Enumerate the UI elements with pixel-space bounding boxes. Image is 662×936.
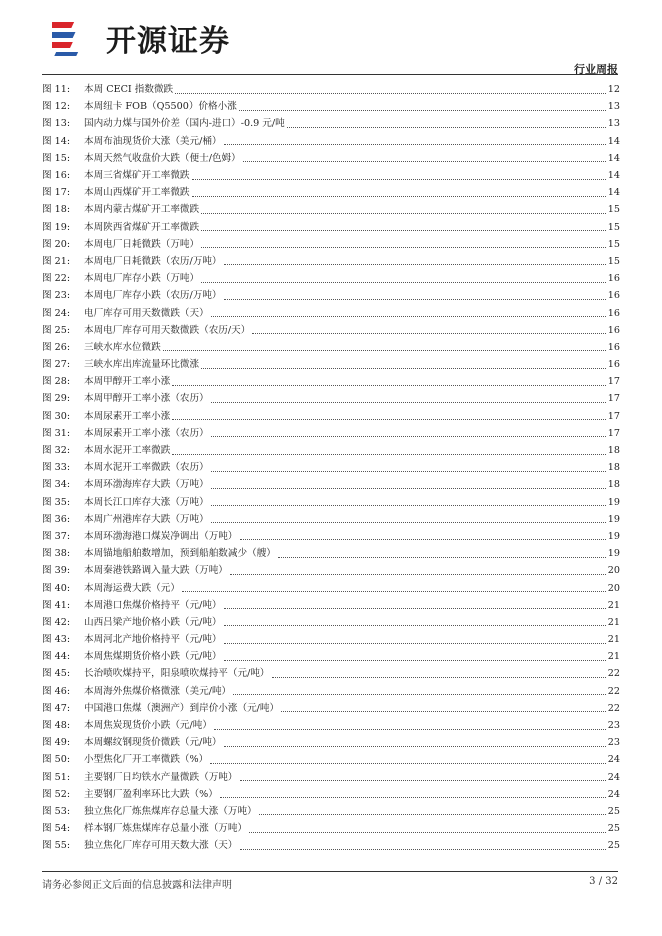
toc-figure-number: 图 25:	[42, 324, 71, 336]
toc-figure-title: 本周纽卡 FOB（Q5500）价格小涨	[84, 101, 237, 113]
toc-figure-title: 小型焦化厂开工率微跌（%）	[84, 754, 209, 766]
toc-entry[interactable]	[42, 356, 620, 373]
toc-page-number: 15	[607, 255, 620, 267]
toc-page-number: 22	[607, 685, 620, 697]
toc-entry[interactable]	[42, 717, 620, 734]
toc-figure-number: 图 21:	[42, 255, 71, 267]
toc-leader-dots	[172, 418, 605, 420]
toc-leader-dots	[224, 745, 606, 747]
toc-leader-dots	[224, 624, 606, 626]
toc-leader-dots	[172, 453, 605, 455]
toc-figure-number: 图 30:	[42, 410, 71, 422]
toc-figure-number: 图 46:	[42, 685, 71, 697]
toc-figure-number: 图 40:	[42, 582, 71, 594]
toc-leader-dots	[224, 659, 606, 661]
toc-page-number: 16	[607, 341, 620, 353]
toc-page-number: 19	[607, 530, 620, 542]
toc-figure-title: 独立焦化厂库存可用天数大涨（天）	[84, 840, 238, 852]
toc-entry[interactable]	[42, 408, 620, 425]
toc-page-number: 17	[607, 410, 620, 422]
toc-entry[interactable]	[42, 201, 620, 218]
toc-figure-title: 本周秦港铁路调入量大跌（万吨）	[84, 565, 228, 577]
toc-leader-dots	[214, 728, 606, 730]
toc-figure-number: 图 32:	[42, 445, 71, 457]
toc-page-number: 18	[607, 462, 620, 474]
toc-leader-dots	[211, 315, 606, 317]
toc-page-number: 14	[607, 152, 620, 164]
toc-entry[interactable]	[42, 579, 620, 596]
toc-page-number: 14	[607, 135, 620, 147]
toc-figure-number: 图 33:	[42, 462, 71, 474]
toc-figure-number: 图 31:	[42, 427, 71, 439]
toc-entry[interactable]	[42, 786, 620, 803]
toc-leader-dots	[192, 195, 606, 197]
toc-page-number: 14	[607, 187, 620, 199]
toc-entry[interactable]	[42, 528, 620, 545]
toc-entry[interactable]	[42, 769, 620, 786]
toc-figure-title: 本周电厂库存小跌（万吨）	[84, 273, 200, 285]
toc-leader-dots	[175, 92, 606, 94]
toc-page-number: 21	[607, 651, 620, 663]
toc-page-number: 16	[607, 359, 620, 371]
toc-leader-dots	[192, 178, 606, 180]
toc-figure-number: 图 43:	[42, 634, 71, 646]
toc-leader-dots	[278, 556, 606, 558]
toc-entry[interactable]	[42, 648, 620, 665]
toc-page-number: 12	[607, 84, 620, 96]
toc-page-number: 17	[607, 393, 620, 405]
toc-figure-title: 本周锚地船舶数增加，预到船舶数减少（艘）	[84, 548, 276, 560]
toc-page-number: 16	[607, 273, 620, 285]
toc-entry[interactable]	[42, 115, 620, 132]
toc-figure-number: 图 27:	[42, 359, 71, 371]
logo-mark-icon	[52, 18, 96, 58]
company-logo	[52, 18, 230, 58]
toc-page-number: 15	[607, 238, 620, 250]
report-type-label: 行业周报	[574, 63, 618, 76]
toc-entry[interactable]	[42, 803, 620, 820]
toc-leader-dots	[201, 246, 606, 248]
toc-figure-number: 图 41:	[42, 599, 71, 611]
toc-figure-title: 本周环渤海港口煤炭净调出（万吨）	[84, 530, 238, 542]
toc-page-number: 25	[607, 805, 620, 817]
toc-page-number: 18	[607, 479, 620, 491]
toc-entry[interactable]	[42, 562, 620, 579]
toc-leader-dots	[230, 573, 606, 575]
toc-figure-title: 本周电厂日耗微跌（农历/万吨）	[84, 255, 222, 267]
toc-figure-number: 图 45:	[42, 668, 71, 680]
toc-page-number: 16	[607, 290, 620, 302]
toc-leader-dots	[224, 263, 606, 265]
toc-figure-number: 图 42:	[42, 616, 71, 628]
toc-page-number: 16	[607, 324, 620, 336]
toc-figure-title: 本周三省煤矿开工率微跌	[84, 170, 190, 182]
toc-figure-title: 本周陕西省煤矿开工率微跌	[84, 221, 200, 233]
toc-figure-title: 电厂库存可用天数微跌（天）	[84, 307, 209, 319]
toc-figure-number: 图 38:	[42, 548, 71, 560]
toc-figure-title: 主要钢厂盈利率环比大跌（%）	[84, 788, 218, 800]
toc-page-number: 17	[607, 376, 620, 388]
toc-page-number: 24	[607, 771, 620, 783]
toc-page-number: 25	[607, 823, 620, 835]
toc-figure-title: 本周水泥开工率微跌	[84, 445, 171, 457]
toc-figure-title: 国内动力煤与国外价差（国内-进口）-0.9 元/吨	[84, 118, 285, 130]
toc-figure-number: 图 35:	[42, 496, 71, 508]
toc-figure-number: 图 16:	[42, 170, 71, 182]
toc-figure-title: 本周尿素开工率小涨	[84, 410, 171, 422]
toc-figure-title: 本周广州港库存大跌（万吨）	[84, 513, 209, 525]
toc-figure-number: 图 26:	[42, 341, 71, 353]
toc-entry[interactable]	[42, 219, 620, 236]
toc-figure-title: 三峡水库出库流量环比微涨	[84, 359, 200, 371]
toc-figure-number: 图 17:	[42, 187, 71, 199]
toc-leader-dots	[287, 126, 606, 128]
toc-entry[interactable]	[42, 322, 620, 339]
toc-leader-dots	[240, 538, 606, 540]
toc-leader-dots	[211, 504, 606, 506]
toc-page-number: 21	[607, 599, 620, 611]
toc-figure-title: 三峡水库水位微跌	[84, 341, 161, 353]
toc-page-number: 23	[607, 737, 620, 749]
toc-entry[interactable]	[42, 150, 620, 167]
toc-page-number: 24	[607, 754, 620, 766]
toc-page-number: 21	[607, 634, 620, 646]
toc-leader-dots	[272, 676, 606, 678]
toc-figure-number: 图 12:	[42, 101, 71, 113]
toc-leader-dots	[252, 332, 605, 334]
toc-leader-dots	[224, 143, 606, 145]
toc-leader-dots	[224, 642, 606, 644]
toc-entry[interactable]	[42, 133, 620, 150]
toc-figure-number: 图 55:	[42, 840, 71, 852]
toc-page-number: 24	[607, 788, 620, 800]
toc-page-number: 13	[607, 118, 620, 130]
toc-page-number: 16	[607, 307, 620, 319]
toc-figure-number: 图 48:	[42, 720, 71, 732]
toc-leader-dots	[233, 693, 606, 695]
toc-entry[interactable]	[42, 253, 620, 270]
toc-figure-title: 本周长江口库存大涨（万吨）	[84, 496, 209, 508]
toc-figure-number: 图 54:	[42, 823, 71, 835]
toc-page-number: 15	[607, 204, 620, 216]
toc-figure-title: 本周甲醇开工率小涨	[84, 376, 171, 388]
toc-figure-title: 本周布油现货价大涨（美元/桶）	[84, 135, 222, 147]
toc-page-number: 20	[607, 582, 620, 594]
toc-leader-dots	[224, 607, 606, 609]
toc-page-number: 20	[607, 565, 620, 577]
toc-entry[interactable]	[42, 494, 620, 511]
toc-page-number: 22	[607, 668, 620, 680]
toc-entry[interactable]	[42, 442, 620, 459]
toc-page-number: 22	[607, 702, 620, 714]
toc-entry[interactable]	[42, 390, 620, 407]
footer-divider	[42, 871, 618, 872]
toc-figure-title: 本周电厂库存小跌（农历/万吨）	[84, 290, 222, 302]
toc-figure-title: 本周天然气收盘价大跌（便士/色姆）	[84, 152, 241, 164]
toc-figure-number: 图 13:	[42, 118, 71, 130]
toc-page-number: 14	[607, 170, 620, 182]
logo-text: 开源证券	[106, 24, 230, 59]
toc-entry[interactable]	[42, 683, 620, 700]
toc-page-number: 18	[607, 445, 620, 457]
toc-page-number: 19	[607, 513, 620, 525]
toc-figure-number: 图 24:	[42, 307, 71, 319]
toc-leader-dots	[182, 590, 606, 592]
toc-entry[interactable]	[42, 98, 620, 115]
toc-entry[interactable]	[42, 373, 620, 390]
toc-leader-dots	[172, 384, 605, 386]
toc-figure-title: 独立焦化厂炼焦煤库存总量大涨（万吨）	[84, 805, 257, 817]
toc-entry[interactable]	[42, 700, 620, 717]
toc-figure-title: 中国港口焦煤（澳洲产）到岸价小涨（元/吨）	[84, 702, 280, 714]
header-divider	[42, 74, 618, 75]
toc-figure-title: 本周焦炭现货价小跌（元/吨）	[84, 720, 212, 732]
toc-figure-number: 图 53:	[42, 805, 71, 817]
toc-figure-title: 样本钢厂炼焦煤库存总量小涨（万吨）	[84, 823, 248, 835]
toc-entry[interactable]	[42, 837, 620, 854]
toc-figure-number: 图 44:	[42, 651, 71, 663]
toc-figure-title: 本周河北产地价格持平（元/吨）	[84, 634, 222, 646]
toc-figure-title: 本周环渤海库存大跌（万吨）	[84, 479, 209, 491]
toc-leader-dots	[201, 281, 606, 283]
toc-figure-number: 图 19:	[42, 221, 71, 233]
toc-leader-dots	[211, 487, 606, 489]
toc-page-number: 13	[607, 101, 620, 113]
toc-leader-dots	[201, 367, 606, 369]
toc-figure-title: 本周甲醇开工率小涨（农历）	[84, 393, 209, 405]
toc-figure-number: 图 28:	[42, 376, 71, 388]
figure-list	[42, 81, 620, 854]
toc-entry[interactable]	[42, 304, 620, 321]
toc-figure-title: 本周港口焦煤价格持平（元/吨）	[84, 599, 222, 611]
footer-disclaimer: 请务必参阅正文后面的信息披露和法律声明	[42, 880, 232, 891]
toc-entry[interactable]	[42, 820, 620, 837]
toc-entry[interactable]	[42, 665, 620, 682]
toc-figure-number: 图 23:	[42, 290, 71, 302]
toc-figure-number: 图 50:	[42, 754, 71, 766]
toc-figure-title: 本周海外焦煤价格微涨（美元/吨）	[84, 685, 232, 697]
toc-entry[interactable]	[42, 476, 620, 493]
toc-page-number: 17	[607, 427, 620, 439]
toc-page-number: 21	[607, 616, 620, 628]
toc-page-number: 25	[607, 840, 620, 852]
toc-figure-title: 主要钢厂日均铁水产量微跌（万吨）	[84, 771, 238, 783]
toc-leader-dots	[211, 401, 606, 403]
toc-figure-number: 图 20:	[42, 238, 71, 250]
page-header	[0, 0, 662, 78]
toc-figure-title: 本周山西煤矿开工率微跌	[84, 187, 190, 199]
toc-leader-dots	[240, 848, 606, 850]
toc-entry[interactable]	[42, 425, 620, 442]
toc-entry[interactable]	[42, 339, 620, 356]
toc-leader-dots	[239, 109, 606, 111]
toc-page-number: 15	[607, 221, 620, 233]
toc-leader-dots	[249, 831, 606, 833]
toc-entry[interactable]	[42, 614, 620, 631]
toc-leader-dots	[211, 521, 606, 523]
toc-leader-dots	[210, 762, 606, 764]
toc-leader-dots	[211, 435, 606, 437]
toc-figure-title: 本周螺纹钢现货价微跌（元/吨）	[84, 737, 222, 749]
toc-figure-number: 图 39:	[42, 565, 71, 577]
page-number: 3 / 32	[589, 876, 618, 887]
toc-figure-number: 图 18:	[42, 204, 71, 216]
toc-leader-dots	[201, 212, 606, 214]
toc-page-number: 23	[607, 720, 620, 732]
toc-figure-number: 图 51:	[42, 771, 71, 783]
toc-figure-title: 本周焦煤期货价格小跌（元/吨）	[84, 651, 222, 663]
toc-figure-title: 本周尿素开工率小涨（农历）	[84, 427, 209, 439]
toc-leader-dots	[163, 349, 606, 351]
toc-entry[interactable]	[42, 236, 620, 253]
toc-leader-dots	[243, 160, 606, 162]
toc-figure-number: 图 29:	[42, 393, 71, 405]
toc-leader-dots	[211, 470, 606, 472]
toc-figure-title: 本周海运费大跌（元）	[84, 582, 180, 594]
toc-figure-title: 本周内蒙古煤矿开工率微跌	[84, 204, 200, 216]
toc-figure-number: 图 52:	[42, 788, 71, 800]
toc-figure-title: 本周水泥开工率微跌（农历）	[84, 462, 209, 474]
toc-entry[interactable]	[42, 631, 620, 648]
toc-entry[interactable]	[42, 184, 620, 201]
toc-page-number: 19	[607, 496, 620, 508]
toc-figure-number: 图 49:	[42, 737, 71, 749]
toc-entry[interactable]	[42, 459, 620, 476]
toc-figure-number: 图 15:	[42, 152, 71, 164]
toc-entry[interactable]	[42, 597, 620, 614]
toc-entry[interactable]	[42, 511, 620, 528]
toc-figure-number: 图 36:	[42, 513, 71, 525]
toc-leader-dots	[259, 813, 606, 815]
toc-figure-title: 本周 CECI 指数微跌	[84, 84, 174, 96]
toc-entry[interactable]	[42, 81, 620, 98]
toc-figure-title: 本周电厂库存可用天数微跌（农历/天）	[84, 324, 251, 336]
toc-figure-number: 图 34:	[42, 479, 71, 491]
toc-figure-number: 图 37:	[42, 530, 71, 542]
toc-entry[interactable]	[42, 545, 620, 562]
toc-entry[interactable]	[42, 751, 620, 768]
toc-leader-dots	[240, 779, 606, 781]
toc-figure-number: 图 22:	[42, 273, 71, 285]
toc-entry[interactable]	[42, 287, 620, 304]
toc-entry[interactable]	[42, 270, 620, 287]
toc-leader-dots	[220, 796, 606, 798]
toc-entry[interactable]	[42, 734, 620, 751]
toc-leader-dots	[224, 298, 606, 300]
toc-leader-dots	[201, 229, 606, 231]
toc-figure-number: 图 47:	[42, 702, 71, 714]
toc-figure-number: 图 14:	[42, 135, 71, 147]
toc-figure-title: 长治喷吹煤持平，阳泉喷吹煤持平（元/吨）	[84, 668, 270, 680]
toc-leader-dots	[281, 710, 606, 712]
toc-entry[interactable]	[42, 167, 620, 184]
toc-figure-title: 山西吕梁产地价格小跌（元/吨）	[84, 616, 222, 628]
toc-figure-number: 图 11:	[42, 84, 71, 96]
toc-page-number: 19	[607, 548, 620, 560]
toc-figure-title: 本周电厂日耗微跌（万吨）	[84, 238, 200, 250]
